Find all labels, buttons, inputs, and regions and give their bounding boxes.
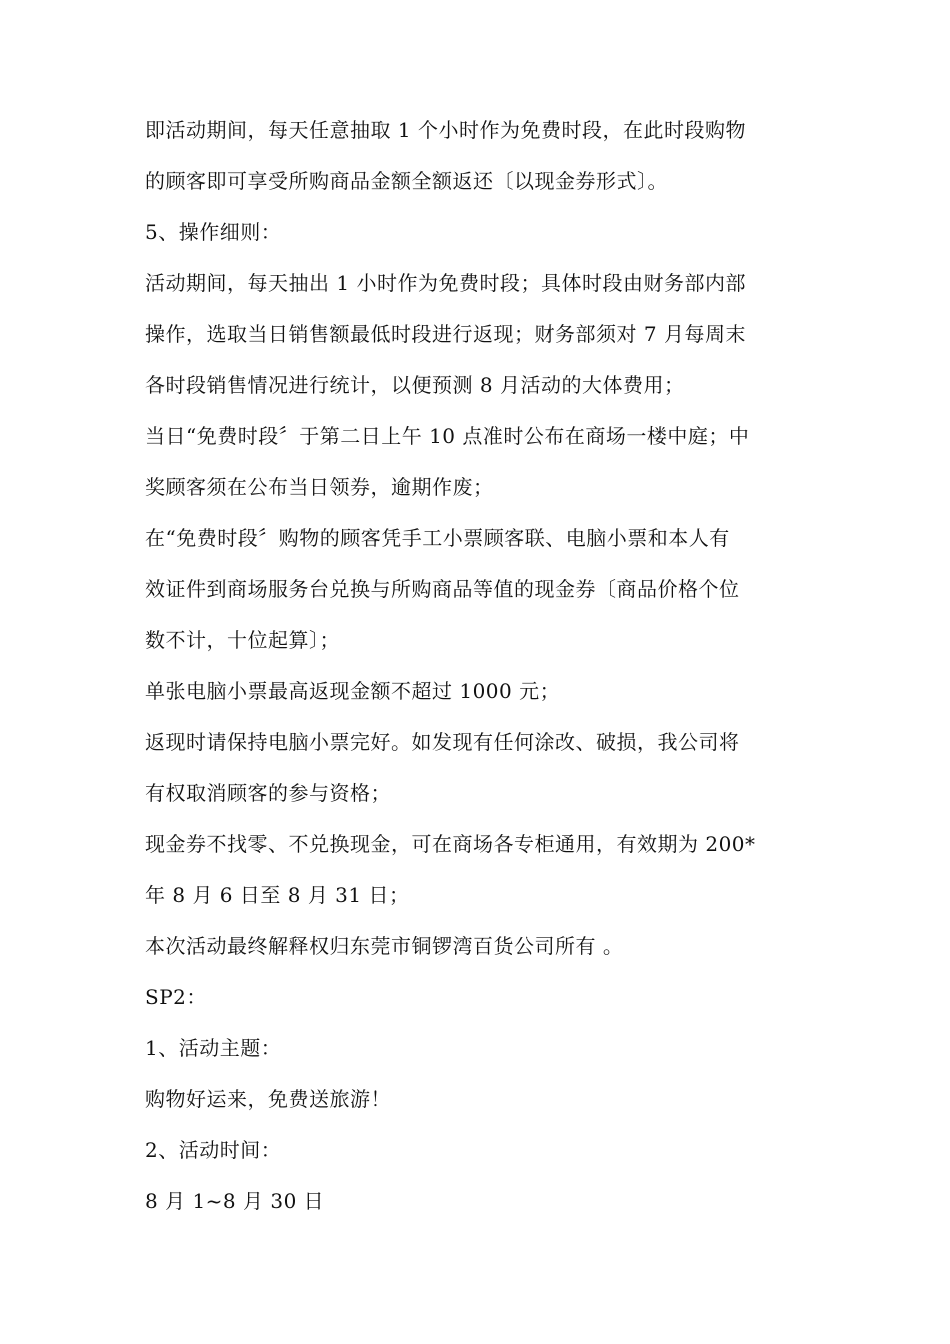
text-line: 效证件到商场服务台兑换与所购商品等值的现金券〔商品价格个位: [145, 577, 740, 601]
text-line: 奖顾客须在公布当日领券，逾期作废；: [145, 475, 494, 499]
text-line: 的顾客即可享受所购商品金额全额返还〔以现金券形式〕。: [145, 169, 668, 193]
section-heading: 2、活动时间：: [145, 1138, 282, 1162]
text-line: 本次活动最终解释权归东莞市铜锣湾百货公司所有 。: [145, 934, 624, 958]
section-heading: SP2：: [145, 985, 207, 1009]
section-heading: 1、活动主题：: [145, 1036, 282, 1060]
text-line: 单张电脑小票最高返现金额不超过 1000 元；: [145, 679, 561, 703]
text-line: 年 8 月 6 日至 8 月 31 日；: [145, 883, 410, 907]
text-line: 活动期间，每天抽出 1 小时作为免费时段；具体时段由财务部内部: [145, 271, 746, 295]
document-body: [145, 110, 810, 1232]
text-line: 各时段销售情况进行统计，以便预测 8 月活动的大体费用；: [145, 373, 685, 397]
text-line: 8 月 1~8 月 30 日: [145, 1189, 325, 1213]
text-line: 在“免费时段〞购物的顾客凭手工小票顾客联、电脑小票和本人有: [145, 526, 730, 550]
text-line: 操作，选取当日销售额最低时段进行返现；财务部须对 7 月每周末: [145, 322, 746, 346]
section-heading: 5、操作细则：: [145, 220, 282, 244]
text-line: 数不计，十位起算〕；: [145, 628, 340, 652]
text-line: 返现时请保持电脑小票完好。如发现有任何涂改、破损，我公司将: [145, 730, 740, 754]
text-line: 即活动期间，每天任意抽取 1 个小时作为免费时段，在此时段购物: [145, 118, 746, 142]
text-line: 现金券不找零、不兑换现金，可在商场各专柜通用，有效期为 200*: [145, 832, 756, 856]
text-line: 当日“免费时段〞于第二日上午 10 点准时公布在商场一楼中庭；中: [145, 424, 750, 448]
text-line: 购物好运来，免费送旅游！: [145, 1087, 391, 1111]
text-line: 有权取消顾客的参与资格；: [145, 781, 391, 805]
